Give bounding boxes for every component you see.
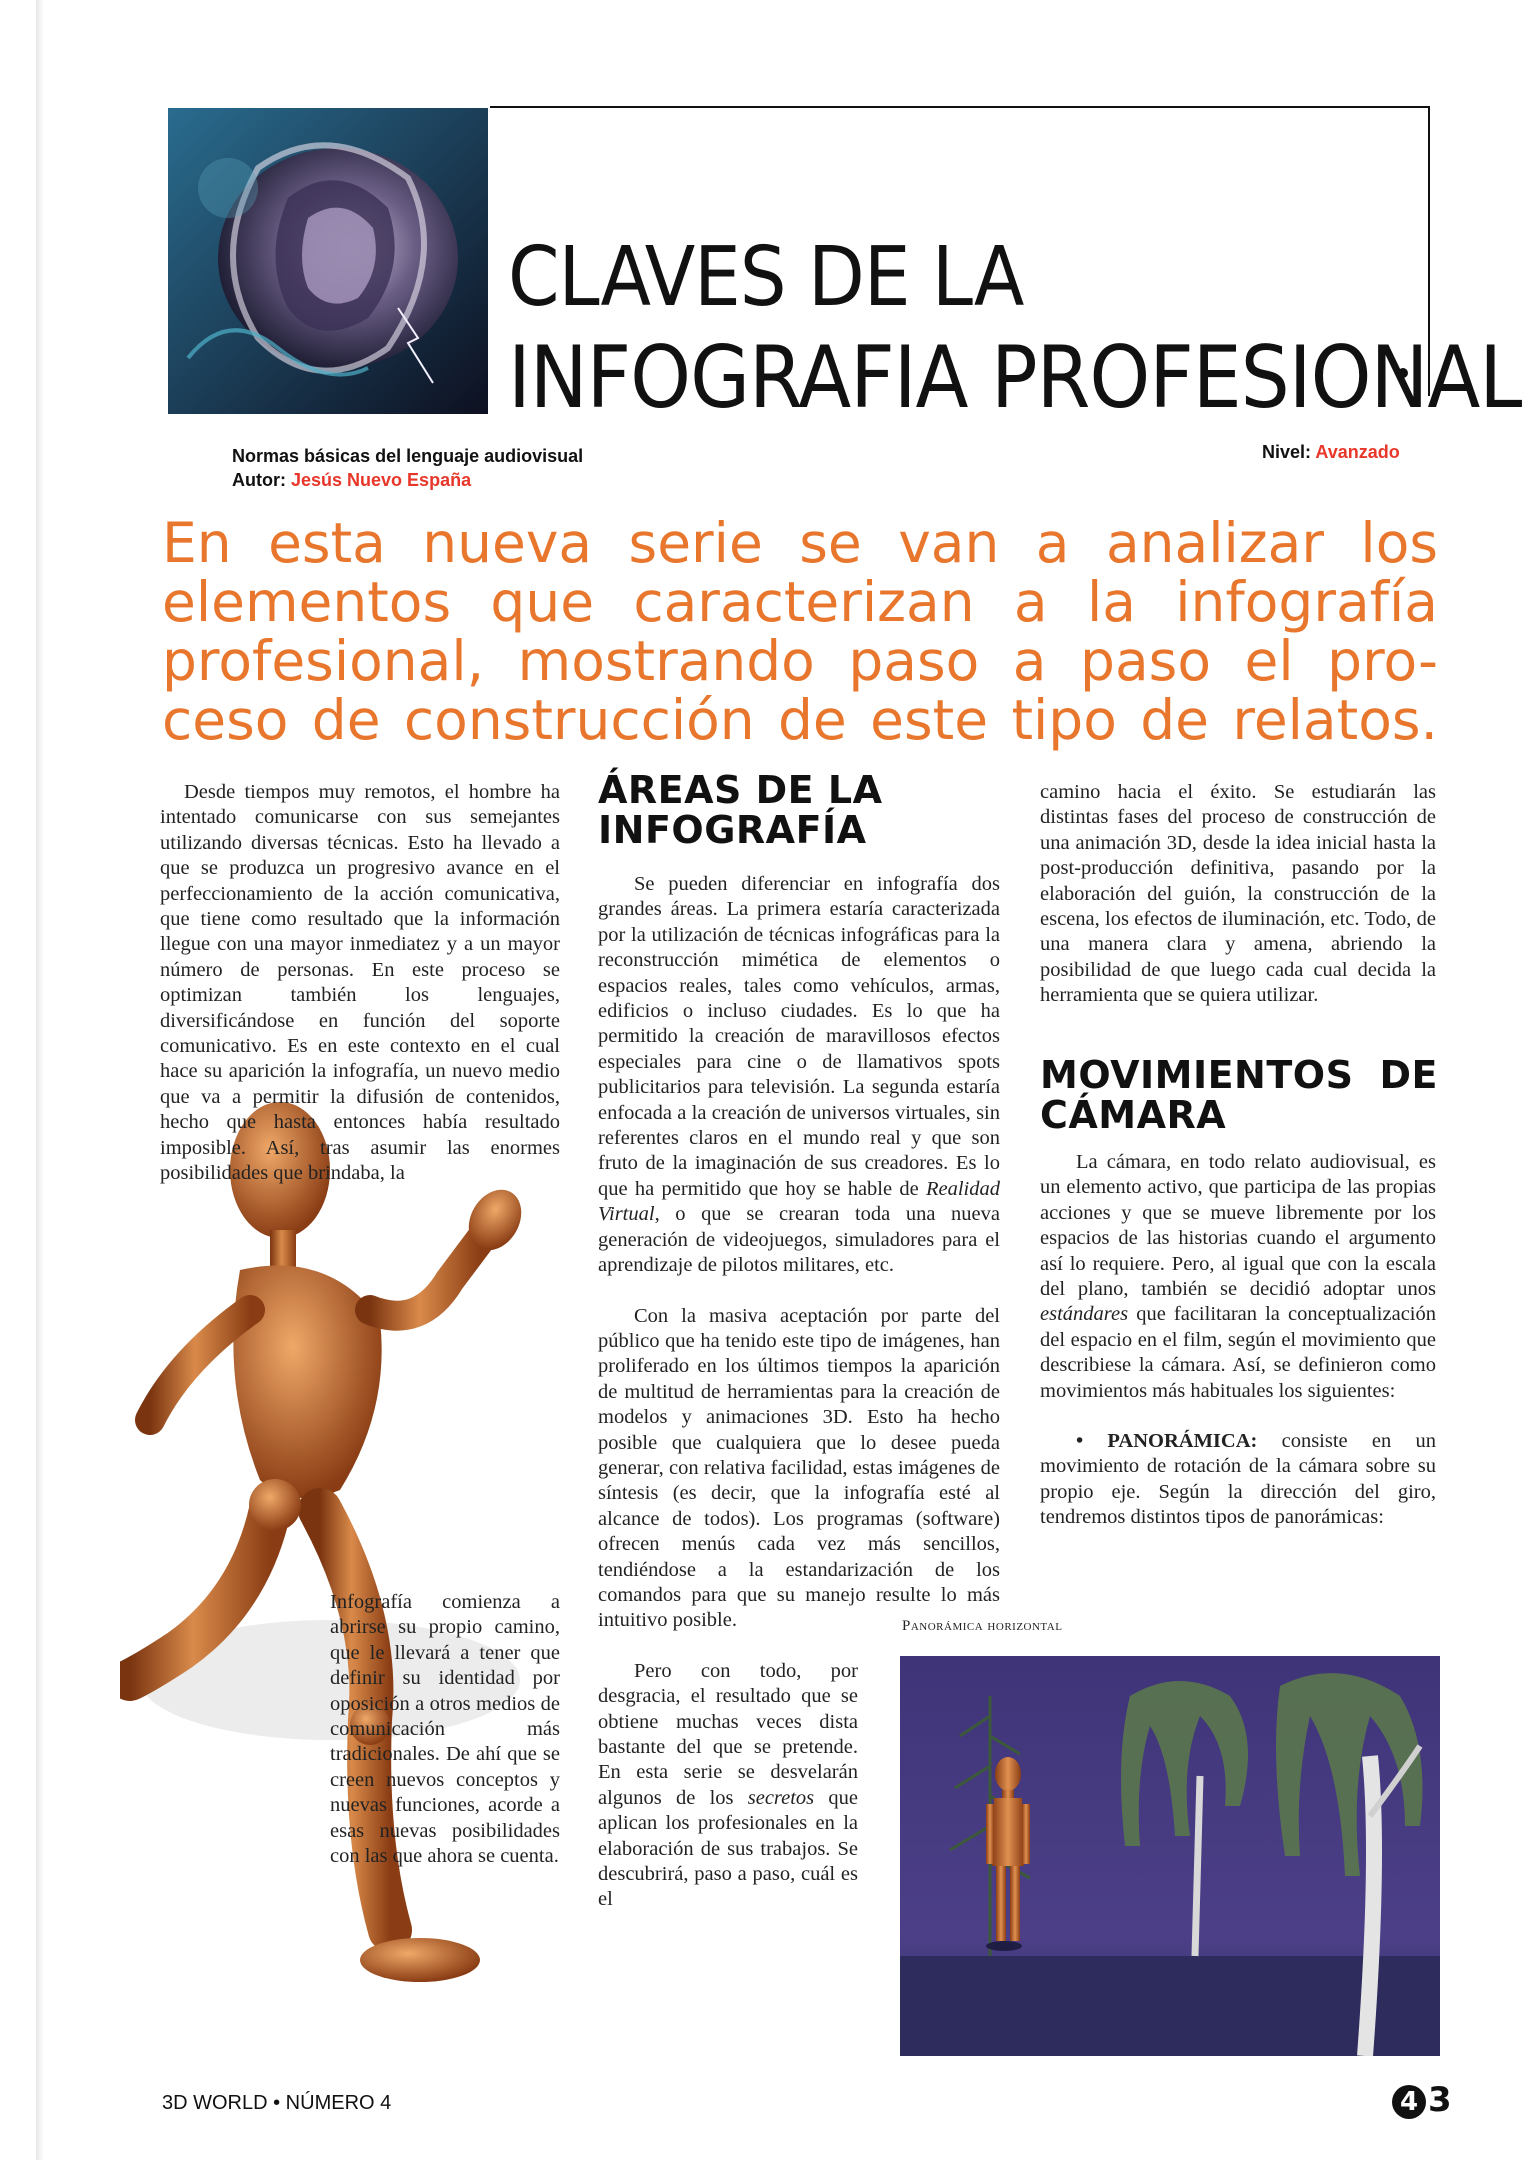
article-title-line1: CLAVES DE LA (508, 230, 1024, 325)
bullet-text: consiste en un movimiento de rotación de la cámara sobre su propio eje. Según la dirección del giro, tendremos distintos tipos de panorámicas: (1040, 1430, 1436, 1529)
col2-paragraph-2: Con la masiva aceptación por parte del público que ha tenido este tipo de imágenes, han proliferado en los últimos tiempos la aparición de multitud de herramientas para la creación de modelos y animaciones 3D. Esto ha hecho posible que cualquiera que lo desee pueda generar, con relativa facilidad, estas imágenes de síntesis (es decir, que la infografía esté al alcance de todos). Los programas (software) ofrecen menús cada vez más sencillos, tendiéndose a la estandarización de los comandos para que su manejo resulte lo más intuitivo posible. (598, 1304, 1000, 1632)
lead-paragraph (162, 511, 1438, 752)
col2-p1-emphasis: Realidad Virtual (598, 1177, 1000, 1226)
lead-line: En esta nueva serie se van a analizar los (162, 511, 1438, 575)
magazine-footer: 3D WORLD • NÚMERO 4 (162, 2092, 392, 2114)
col3-p2-text-b: que facilitaran la conceptualización del espacio en el film, según el movimiento que describiese la cámara. Así, se definieron como movimientos más habituales los siguientes: (1040, 1303, 1436, 1402)
figure-image (900, 1656, 1440, 2056)
col3-paragraph-2 (1040, 1150, 1436, 1404)
col3-bullet-panoramica (1040, 1429, 1436, 1531)
header-image-render (168, 108, 488, 414)
mannequin-illustration (120, 1080, 580, 2040)
lead-line: profesional, mostrando paso a paso el pro- (162, 629, 1438, 693)
section-heading-camera: MOVIMIENTOS DE CÁMARA (1040, 1053, 1438, 1137)
wooden-mannequin-figure (120, 1080, 580, 2040)
article-meta (232, 444, 583, 492)
col2-paragraph-3 (598, 1659, 858, 1913)
col1-paragraph-1 (160, 780, 560, 1187)
col1-paragraph-1-text: Desde tiempos muy remotos, el hombre ha intentado comunicarse con sus semejantes utilizando diversas técnicas. Esto ha llevado a que se produzca un progresivo avance en el perfeccionamiento de la acción comunicativa, que tiene como resultado que la información llegue con una mayor inmediatez y a un mayor número de personas. En este proceso se optimizan también los lenguajes, diversificándose en función del soporte comunicativo. Es en este contexto en el cual hace su aparición la infografía, un nuevo medio que va a permitir la difusión de contenidos, hecho que hasta entonces había resultado imposible. Así, tras asumir las enormes posibilidades que brindaba, la (160, 781, 560, 1185)
section-heading-areas: ÁREAS DE LA INFOGRAFÍA (598, 768, 883, 852)
level-value: Avanzado (1315, 442, 1400, 462)
col2-p3-text-a: Pero con todo, por desgracia, el resultado que se obtiene muchas veces dista bastante del que se pretende. En esta serie se desvelarán algunos de los (598, 1659, 858, 1809)
column-1-continued (330, 1590, 560, 1869)
bullet-label: • PANORÁMICA: (1076, 1430, 1258, 1453)
col1-paragraph-2: Infografía comienza a abrirse su propio camino, que le llevará a tener que definir su identidad por oposición a otros medios de comunicación más tradicionales. De ahí que se creen nuevos conceptos y nuevas funciones, acorde a esas nuevas posibilidades con las que ahora se cuenta. (330, 1591, 560, 1868)
col2-p1-text-a: Se pueden diferenciar en infografía dos grandes áreas. La primera estaría caracterizada por la utilización de técnicas infográficas para la reconstrucción mimética de elementos o espacios reales, tales como vehículos, armas, edificios o incluso ciudades. Es lo que ha permitido la creación de maravillosos efectos especiales para cine o de llamativos spots publicitarios para televisión. La segunda estaría enfocada a la creación de universos virtuales, sin referentes claros en el mundo real y que son fruto de la imaginación de sus creadores. Es lo que ha permitido que hoy se hable de (598, 873, 1000, 1200)
column-3-continued (1040, 1150, 1436, 1531)
col2-p3-text-b: que aplican los profesionales en la elaboración de sus trabajos. Se descubrirá, paso a paso, cuál es el (598, 1786, 859, 1911)
col3-p2-text-a: La cámara, en todo relato audiovisual, es un elemento activo, que participa de las propias acciones y que se mueve libremente por los espacios de las historias cuando el argumento así lo requiere. Pero, al igual que con la escala del plano, también se decidió adoptar unos (1040, 1151, 1436, 1301)
page-number (1392, 2080, 1452, 2120)
page-edge-shadow (36, 0, 44, 2160)
author-line (232, 468, 583, 492)
col2-p1-text-b: , o que se crearan toda una nueva generación de videojuegos, simuladores para el aprendizaje de pilotos militares, etc. (598, 1203, 1000, 1277)
col3-p2-emphasis: estándares (1040, 1303, 1129, 1326)
forest-scene-render (900, 1656, 1440, 2056)
col2-paragraph-1 (598, 872, 1000, 1279)
lead-line: ceso de construcción de este tipo de relatos. (162, 688, 1438, 752)
page-number-circled-digit: 4 (1392, 2085, 1426, 2119)
col2-p3-emphasis: secretos (747, 1786, 815, 1809)
page-number-digit: 3 (1428, 2080, 1452, 2120)
col3-paragraph-1: camino hacia el éxito. Se estudiarán las distintas fases del proceso de construcción de una animación 3D, desde la idea inicial hasta la post-producción definitiva, pasando por la elaboración del guión, la construcción de la escena, los efectos de iluminación, etc. Todo, de una manera clara y amena, abriendo la posibilidad de que luego cada cual decida la herramienta que se quiera utilizar. (1040, 781, 1436, 1007)
column-1 (160, 780, 560, 1187)
author-name: Jesús Nuevo España (291, 470, 472, 490)
figure-caption: Panorámica horizontal (902, 1618, 1063, 1634)
level-label: Nivel: (1262, 442, 1312, 462)
column-3 (1040, 780, 1436, 1009)
header-frame-top (490, 106, 1430, 108)
header-image (168, 108, 488, 414)
article-title-line2: INFOGRAFIA PROFESIONAL (508, 328, 1522, 428)
author-label: Autor: (232, 470, 286, 490)
article-title (508, 228, 1521, 428)
subtitle-label: Normas básicas del lenguaje audiovisual (232, 446, 584, 466)
lead-line: elementos que caracterizan a la infografía (162, 570, 1438, 634)
level-info (1262, 440, 1400, 464)
